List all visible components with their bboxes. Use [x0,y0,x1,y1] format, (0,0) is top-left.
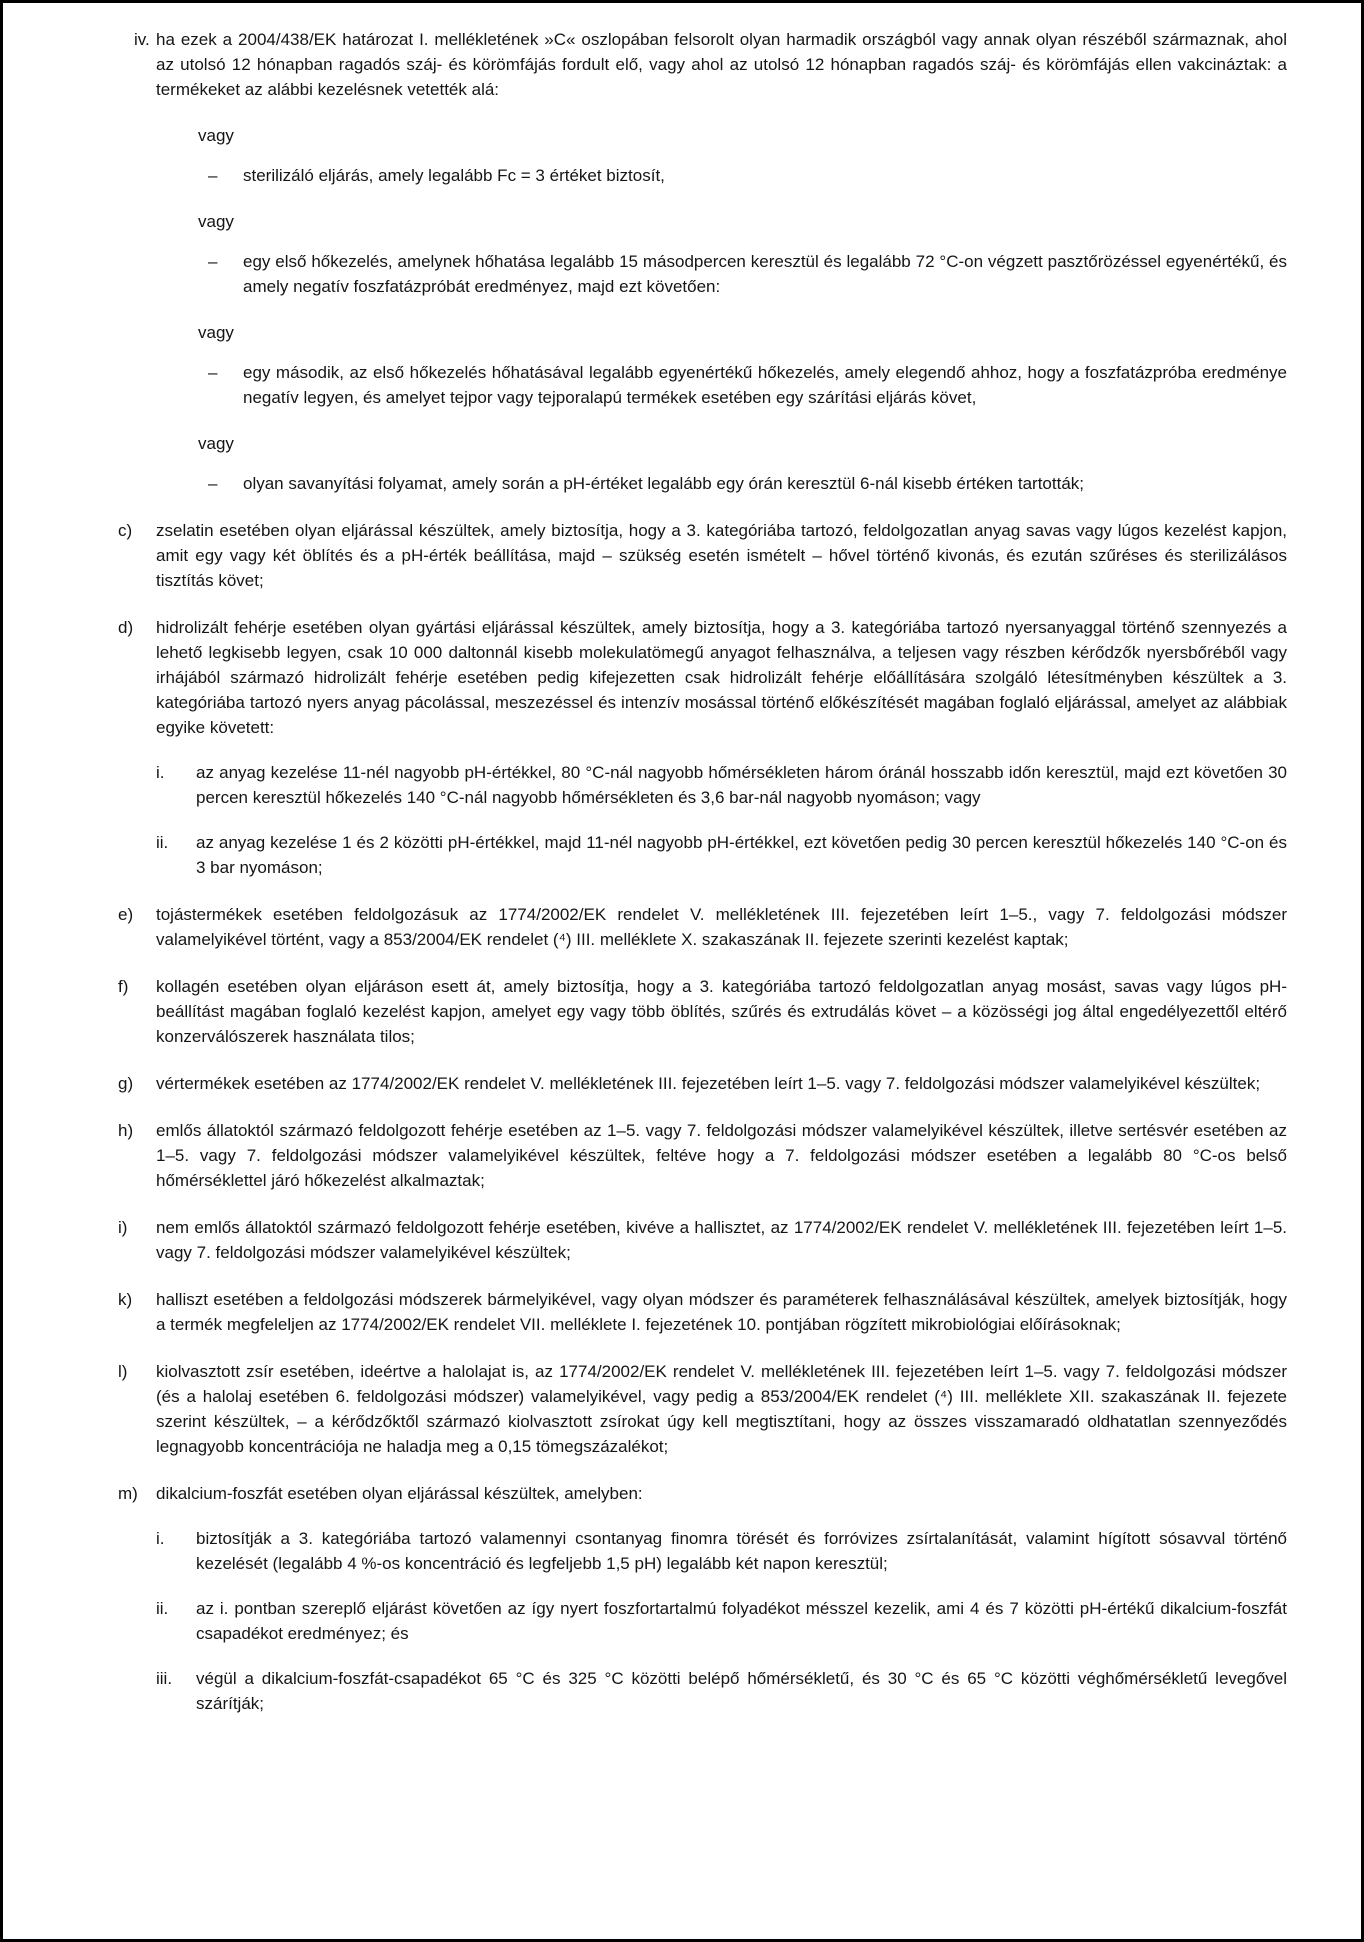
dash-item-first-heat-treatment [118,249,1287,299]
item-marker: g) [118,1074,134,1093]
or-label: vagy [198,434,234,453]
list-item-c [118,518,1287,593]
item-text: kiolvasztott zsír esetében, ideértve a halolajat is, az 1774/2002/EK rendelet V. mellékletének III. fejezetében leírt 1–5. vagy 7. feldolgozási módszer (és a halolaj esetében 6. feldolgozási módszer) valamelyikével, vagy pedig a 853/2004/EK rendelet (⁴) III. melléklete XII. szakaszának II. fejezete szerint készültek, – a kérődzőktől származó kiolvasztott zsírokat úgy kell megtisztítani, hogy az összes visszamaradó oldhatatlan szennyeződés legnagyobb koncentrációja ne haladja meg a 0,15 tömegszázalékot; [156,1362,1287,1456]
item-marker: e) [118,905,134,924]
list-item-d [118,615,1287,740]
or-separator [118,431,1287,456]
item-text: zselatin esetében olyan eljárással készültek, amely biztosítja, hogy a 3. kategóriába tartozó, feldolgozatlan anyag savas vagy lúgos kezelést kapjon, amit egy vagy két öblítés és a pH-érték beállítása, majd – szükség esetén ismételt – hővel történő kivonás, és ezután szűréses és sterilizálásos tisztítás követ; [156,521,1287,590]
item-text: olyan savanyítási folyamat, amely során a pH-értéket legalább egy órán keresztül 6-nál kisebb értéken tartották; [243,474,1084,493]
list-item-iv [118,27,1287,102]
list-item-l [118,1359,1287,1459]
sub-item-m-ii [118,1596,1287,1646]
dash-marker: – [208,474,218,493]
item-marker: iv. [134,30,150,49]
item-marker: i) [118,1218,128,1237]
item-marker: c) [118,521,133,540]
dash-item-acidification [118,471,1287,496]
item-text: az i. pontban szereplő eljárást követően az így nyert foszfortartalmú folyadékot mésszel kezelik, ami 4 és 7 közötti pH-értékű dikalcium-foszfát csapadékot eredményez; és [196,1599,1287,1643]
or-separator [118,320,1287,345]
or-separator [118,123,1287,148]
item-text: biztosítják a 3. kategóriába tartozó valamennyi csontanyag finomra törését és forróvizes zsírtalanítását, valamint hígított sósavval történő kezelését (legalább 4 %-os koncentráció és legfeljebb 1,5 pH) legalább két napon keresztül; [196,1529,1287,1573]
item-marker: f) [118,977,129,996]
list-item-e [118,902,1287,952]
item-marker: k) [118,1290,133,1309]
item-marker: i. [156,763,165,782]
sub-item-d-ii [118,830,1287,880]
item-text: tojástermékek esetében feldolgozásuk az 1774/2002/EK rendelet V. mellékletének III. fejezetében leírt 1–5., vagy 7. feldolgozási módszer valamelyikével történt, vagy a 853/2004/EK rendelet (⁴) III. melléklete X. szakaszának II. fejezete szerinti kezelést kaptak; [156,905,1287,949]
sub-item-d-i [118,760,1287,810]
dash-marker: – [208,363,218,382]
list-item-i [118,1215,1287,1265]
list-item-m [118,1481,1287,1506]
or-label: vagy [198,212,234,231]
item-text: egy második, az első hőkezelés hőhatásával legalább egyenértékű hőkezelés, amely elegendő ahhoz, hogy a foszfatázpróba eredménye negatív legyen, és amelyet tejpor vagy tejporalapú termékek esetében egy szárítási eljárás követ, [243,363,1287,407]
item-text: kollagén esetében olyan eljáráson esett át, amely biztosítja, hogy a 3. kategóriába tartozó feldolgozatlan anyag mosást, savas vagy lúgos pH-beállítást magában foglaló kezelést kapjon, amelyet egy vagy több öblítés, szűrés és extrudálás követ – a közösségi jog által engedélyezettől eltérő konzerválószerek használata tilos; [156,977,1287,1046]
item-text: nem emlős állatoktól származó feldolgozott fehérje esetében, kivéve a hallisztet, az 1774/2002/EK rendelet V. mellékletének III. fejezetében leírt 1–5. vagy 7. feldolgozási módszer valamelyikével készültek; [156,1218,1287,1262]
item-text: dikalcium-foszfát esetében olyan eljárással készültek, amelyben: [156,1484,643,1503]
document-content [3,3,1361,1716]
item-text: hidrolizált fehérje esetében olyan gyártási eljárással készültek, amely biztosítja, hogy a 3. kategóriába tartozó nyersanyaggal történő szennyezés a lehető legkisebb legyen, csak 10 000 daltonnál kisebb molekulatömegű anyagot felhasználva, a teljesen vagy részben kérődzők nyersbőréből vagy irhájából származó hidrolizált fehérje esetében pedig kifejezetten csak hidrolizált fehérje előállítására szolgáló létesítményben készültek a 3. kategóriába tartozó nyers anyag pácolással, meszezéssel és intenzív mosással történő előkészítését magában foglaló eljárással, amelyet az alábbiak egyike követett: [156,618,1287,737]
item-text: ha ezek a 2004/438/EK határozat I. mellékletének »C« oszlopában felsorolt olyan harmadik országból vagy annak olyan részéből származnak, ahol az utolsó 12 hónapban ragadós száj- és körömfájás fordult elő, vagy ahol az utolsó 12 hónapban ragadós száj- és körömfájás ellen vakcináztak: a termékeket az alábbi kezelésnek vetették alá: [156,30,1287,99]
item-marker: h) [118,1121,134,1140]
item-text: halliszt esetében a feldolgozási módszerek bármelyikével, vagy olyan módszer és paraméterek felhasználásával készültek, amelyek biztosítják, hogy a termék megfeleljen az 1774/2002/EK rendelet VII. melléklete I. fejezetének 10. pontjában rögzített mikrobiológiai előírásoknak; [156,1290,1287,1334]
item-marker: i. [156,1529,165,1548]
list-item-g [118,1071,1287,1096]
item-marker: ii. [156,833,169,852]
item-marker: ii. [156,1599,169,1618]
or-separator [118,209,1287,234]
dash-item-second-heat-treatment [118,360,1287,410]
item-marker: m) [118,1484,138,1503]
sub-item-m-iii [118,1666,1287,1716]
list-item-k [118,1287,1287,1337]
item-text: az anyag kezelése 1 és 2 közötti pH-értékkel, majd 11-nél nagyobb pH-értékkel, ezt követően pedig 30 percen keresztül hőkezelés 140 °C-on és 3 bar nyomáson; [196,833,1287,877]
item-marker: l) [118,1362,128,1381]
item-text: emlős állatoktól származó feldolgozott fehérje esetében az 1–5. vagy 7. feldolgozási módszer valamelyikével készültek, illetve sertésvér esetében az 1–5. vagy 7. feldolgozási módszer valamelyikével készültek, feltéve hogy a 7. feldolgozási módszer esetében a legalább 80 °C-os belső hőmérséklettel járó hőkezelést alkalmaztak; [156,1121,1287,1190]
item-text: vértermékek esetében az 1774/2002/EK rendelet V. mellékletének III. fejezetében leírt 1–5. vagy 7. feldolgozási módszer valamelyikével készültek; [156,1074,1261,1093]
item-marker: d) [118,618,134,637]
dash-marker: – [208,166,218,185]
or-label: vagy [198,126,234,145]
or-label: vagy [198,323,234,342]
item-marker: iii. [156,1669,173,1688]
item-text: egy első hőkezelés, amelynek hőhatása legalább 15 másodpercen keresztül és legalább 72 °C-on végzett pasztőrözéssel egyenértékű, és amely negatív foszfatázpróbát eredményez, majd ezt követően: [243,252,1287,296]
dash-marker: – [208,252,218,271]
item-text: az anyag kezelése 11-nél nagyobb pH-értékkel, 80 °C-nál nagyobb hőmérsékleten három óránál hosszabb időn keresztül, majd ezt követően 30 percen keresztül hőkezelés 140 °C-nál nagyobb hőmérsékleten és 3,6 bar-nál nagyobb nyomáson; vagy [196,763,1287,807]
item-text: végül a dikalcium-foszfát-csapadékot 65 °C és 325 °C közötti belépő hőmérsékletű, és 30 °C és 65 °C közötti véghőmérsékletű levegővel szárítják; [196,1669,1287,1713]
sub-item-m-i [118,1526,1287,1576]
list-item-h [118,1118,1287,1193]
dash-item-sterilization [118,163,1287,188]
item-text: sterilizáló eljárás, amely legalább Fc = 3 értéket biztosít, [243,166,665,185]
list-item-f [118,974,1287,1049]
